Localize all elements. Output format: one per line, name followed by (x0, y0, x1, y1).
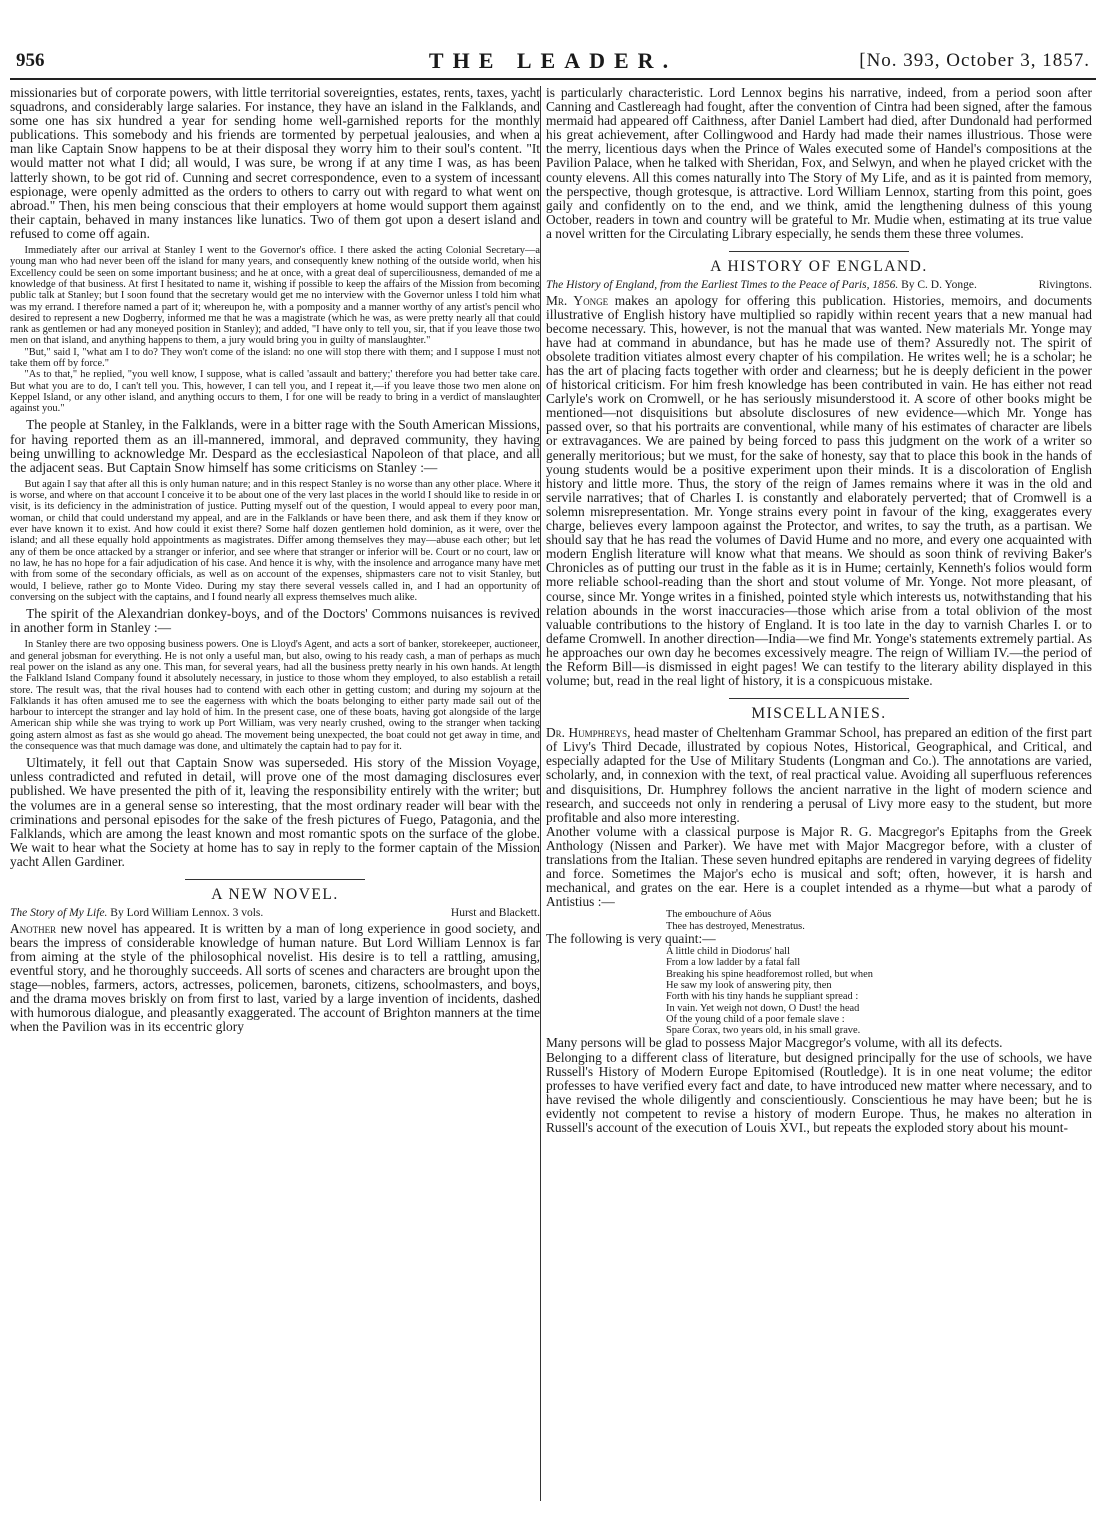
review-text: head master of Cheltenham Grammar School, has prepared an edition of the first part of Livy's Third Decade, illustrated by copious Notes, Historical, Geographical, and Critical, and especially adapted for the Use of Military Students (Longman and Co.). The annotations are varied, scholarly, and, in connexion with the text, of real practical value. Avoiding all superfluous references and disquisitions, Dr. Humphrey follows the ancient narrative in the light of modern science and research, and succeeds not only in rendering a perusal of Livy more easy to the student, but more profitable and also more interesting. (546, 725, 1092, 825)
verse-line: A little child in Diodorus' hall (666, 946, 790, 958)
verse-line: Of the young child of a poor female slave : (666, 1013, 845, 1025)
verse-line: Forth with his tiny hands he suppliant spread : (666, 991, 859, 1003)
section-divider (729, 698, 909, 699)
verse-line: He saw my look of answering pity, then (666, 979, 832, 991)
column-divider (540, 86, 541, 1501)
section-heading-miscellanies: MISCELLANIES. (751, 705, 887, 723)
issue-info: [No. 393, October 3, 1857. (859, 50, 1090, 71)
right-column (546, 86, 1092, 1501)
right-paragraph: is particularly characteristic. Lord Lennox begins his narrative, indeed, from a period soon after Canning and Castlereagh had fought, after the convention of Cintra had been signed, after the famous mermaid had appeared off Caithness, after Daniel Lambert had died, after Dundonald had performed his great achievement, after Collingwood and Hardy had made their names illustrious. Those were the merry, licentious days when the Prince of Wales executed some of Handel's compositions at the Pavilion Palace, when he talked with Sheridan, Fox, and Selwyn, and when he played cricket with the county elevens. All this comes naturally into The Story of My Life, and as it is painted from memory, the perspective, though grotesque, is attractive. Lord William Lennox, starting from this point, goes gaily and confidently on to the end, and we think, amid the lengthening dulness of this young October, readers in town and country will be grateful to Mr. Mudie when, estimating at its true value a novel written for the Circulating Library especially, he sends them these three volumes. (546, 86, 1092, 241)
review-lead-word: Dr. Humphreys, (546, 725, 631, 741)
quote-paragraph: "As to that," he replied, "you well know, I suppose, what is called 'assault and battery;' therefore you had better take care. But what you are to do, I can't tell you. This, however, I can tell you, and I repeat it,—if you leave those two men alone on Keppel Island, or any other island, and anything occurs to them, I for one will be ready to bring in a verdict of manslaughter against you." (10, 369, 540, 415)
verse-line: Thee has destroyed, Menestratus. (666, 920, 805, 932)
review-paragraph: Many persons will be glad to possess Major Macgregor's volume, with all its defects. (546, 1035, 1003, 1051)
quote-paragraph: "But," said I, "what am I to do? They won't come of the island: no one will stop there with them; and I suppose I must not take them off by force." (10, 346, 540, 369)
masthead-title: THE LEADER. (428, 48, 678, 73)
book-citation (10, 907, 540, 920)
section-heading-history: A HISTORY OF ENGLAND. (710, 258, 928, 276)
verse-line: Spare Corax, two years old, in his small grave. (666, 1025, 861, 1037)
left-paragraph: The people at Stanley, in the Falklands, were in a bitter rage with the South American Missions, for having reported them as an ill-mannered, immoral, and depraved community, they having being unwilling to acknowledge Mr. Despard as the ecclesiastical Napoleon of that place, and all the adjacent seas. But Captain Snow himself has some criticisms on Stanley :— (10, 417, 540, 475)
quote-paragraph: Immediately after our arrival at Stanley I went to the Governor's office. I there asked the acting Colonial Secretary—a young man who had never been off the island for many years, and consequently knew nothing of the outside world, when his Excellency could be seen on some important business; and he at once, with a great deal of superciliousness, demanded of me a knowledge of that business. At first I hesitated to name it, wishing if possible to keep the affairs of the Mission from becoming public talk at Stanley; but I soon found that the secretary would get me no interview with the Governor unless I told him what was my errand. I therefore named a part of it; whereupon he, with a pomposity and a manner worthy of any artist's pencil who desired to represent a new Dogberry, informed me that he was a magistrate (which he was, as were pretty nearly all that could rank as gentlemen or had any moneyed position in Stanley); and added, "I have only to tell you, sir, that if you leave those two men on that island, and anything happens to them, a jury would bring you in guilty of manslaughter." (10, 245, 540, 347)
review-paragraph: Another volume with a classical purpose is Major R. G. Macgregor's Epitaphs from the Greek Anthology (Nissen and Parker). We have met with Major Macgregor before, with a cluster of translations from the Italian. These seven hundred epitaphs are rendered in varying degrees of fidelity and force. Sometimes the Major's echo is musical and soft; often, however, it is harsh and mechanical, and grates on the ear. Here is a couplet intended as a rhyme—but what a parody of Antistius :— (546, 823, 1092, 910)
book-title: The History of England, from the Earliest Times to the Peace of Paris, 1856. (546, 279, 899, 292)
left-paragraph: The spirit of the Alexandrian donkey-boys, and of the Doctors' Commons nuisances is revived in another form in Stanley :— (10, 606, 540, 636)
verse-line: In vain. Yet weigh not down, O Dust! the head (666, 1002, 860, 1014)
page-number: 956 (16, 50, 45, 71)
review-text: new novel has appeared. It is written by a man of long experience in good society, and bears the impress of considerable knowledge of human nature. But Lord William Lennox is far from aiming at the style of the philosophical novelist. His desire is to tell a rattling, amusing, eventful story, and he thoroughly succeeds. All sorts of scenes and characters are brought upon the stage—nobles, farmers, actors, actresses, policemen, baronets, citizens, schoolmasters, and boys, and the drama moves briskly on from first to last, varied by a large invention of incidents, dashed with humorous dialogue, and pleasantly exaggerated. The account of Brighton manners at the time when the Pavilion was in its eccentric glory (10, 920, 540, 1035)
review-text: makes an apology for offering this publication. Histories, memoirs, and documents illustrative of English history have multiplied so rapidly within recent years that a new manual had become necessary. This, however, is not the manual that was wanted. New materials Mr. Yonge may have had at command in abundance, but has he made use of them? Assuredly not. The spirit of obsolete tradition vitiates almost every chapter of his compilation. He writes well; he is a scholar; he has the art of placing facts together with order and clearness; but he is deeply deficient in the power of historical criticism. For him fresh knowledge has been contributed in vain. He has either not read Carlyle's work on Cromwell, or he has seriously misunderstood it. A score of other books might be mentioned—not disquisitions but absolute disclosures of new evidence—which Mr. Yonge has passed over, so that his portraits are conventional, while many of his estimates of character are libels or extravagances. We are pained by being forced to pass this judgment on the work of a writer so generally meritorious; but we must, for the sake of honesty, say that to place this book in the hands of young students would be a positive experiment upon their minds. It is a discoloration of English history and little more. Thus, the story of the reign of James remains where it was in the old and servile narratives; that of Charles I. is constantly and elaborately perverted; that of Cromwell is a solemn misrepresentation. Mr. Yonge strains every point in favour of the king, exaggerates every charge, believes every lampoon against the Protector, and writes, to say the truth, as a partisan. We should say that he has read the volumes of David Hume and no more, and every one acquainted with modern English literature will know what that means. We should as soon think of reviving Baker's Chronicles as of putting our trust in the fable as it is in Hume; certainly, Kenneth's folios would form more reliable school-reading than the short and stout volume of Mr. Yonge. Not more pleasant, of course, since Mr. Yonge writes in a finished, pointed style which interests us, notwithstanding that his relation abounds in the worst inaccuracies—those which arise from a total oblivion of the most valuable contributions to the history of England. It is too late in the day to varnish Charles I. or to defame Cromwell. In another direction—India—we find Mr. Yonge's statements extremely partial. As he approaches our own day he becomes excessively meagre. The reign of William IV.—the period of the Reform Bill—is dismissed in eight pages! We can testify to the literary ability displayed in this volume; but, read in the real light of history, it is a conspicuous mistake. (546, 292, 1092, 689)
review-paragraph: The following is very quaint:— (546, 930, 716, 946)
quote-paragraph: But again I say that after all this is only human nature; and in this respect Stanley is no worse than any other place. Where it is worse, and where on that account I conceive it to be about one of the very last places in the world I should like to reside in or visit, is its deficiency in the administration of justice. Putting myself out of the question, I would appeal to every poor man, woman, or child that could understand my appeal, and are in the Falklands or have been there, and ask them if they know or ever have known it to exist. And how could it exist there? Some half dozen gentlemen hold dominion, as it were, over the island; and all these equally hold appointments as magistrates. Differ among themselves they may—abuse each other; but let any of them be once attacked by a stranger or inferior, and see where that stranger or inferior will be. Court or no court, law or no law, he has no hope for a fair adjudication of his case. And hence it is why, with the insolence and arrogance many have met with from some of the secondary officials, as well as on account of the expenses, shipmasters care not to visit Stanley, but would, I believe, rather go to Monte Video. During my stay there several vessels called in, and I had an opportunity of conversing on the subject with the captains, and I found nearly all express themselves much alike. (10, 478, 540, 603)
book-publisher: Rivingtons. (1038, 279, 1092, 292)
review-lead-word: Another (10, 920, 57, 936)
review-lead-word: Mr. Yonge (546, 292, 609, 308)
quote-block (10, 245, 540, 414)
review-paragraph (10, 922, 540, 1035)
book-publisher: Hurst and Blackett. (450, 907, 540, 920)
review-paragraph: Belonging to a different class of literature, but designed principally for the use of schools, we have Russell's History of Modern Europe Epitomised (Routledge). It is in one neat volume; the editor professes to have verified every fact and date, to have introduced new matter where necessary, and to have revised the whole diligently and conscientiously. Conscientious he may have been; but he is evidently not competent to revise a history of modern Europe. Thus, he makes no alteration in Russell's account of the execution of Louis XVI., but repeats the exploded story about his mount- (546, 1049, 1092, 1135)
section-divider (185, 879, 365, 880)
verse-block (666, 909, 1092, 932)
quote-paragraph: In Stanley there are two opposing business powers. One is Lloyd's Agent, and acts a sort of banker, storekeeper, auctioneer, and general jobsman for everything. He is not only a useful man, but also, owing to his ready cash, a man of perhaps as much real power on the island as any one. This man, for several years, had all the business pretty nearly in his own hands. At length the Falkland Island Company found it absolutely necessary, in justice to those whom they employed, to also establish a retail store. The result was, that the rival houses had to contend with each other in getting custom; and during my sojourn at the Falklands it has often amused me to see the eagerness with which the boats belonging to either party made sail out of the harbour to intercept the stranger and lay hold of him. In the present case, one of these boats, having got alongside of the large American ship while she was trying to work up Port William, was very nearly crushed, owing to the stranger when tacking going astern almost as fast as she would go ahead. The movement being unexpected, the boat could not get away in time, and the consequence was that much damage was done, and ultimately the captain had to pay for it. (10, 639, 540, 752)
book-author: By C. D. Yonge. (901, 279, 977, 292)
review-paragraph (546, 294, 1092, 689)
left-paragraph: Ultimately, it fell out that Captain Snow was superseded. His story of the Mission Voyage, unless contradicted and refuted in detail, will prove one of the most damaging disclosures ever published. We have presented the pith of it, leaving the responsibility entirely with the writer; but the volumes are in a general sense so interesting, that the most ordinary reader will bear with the criminations and personal episodes for the sake of the fresh pictures of Fuego, Patagonia, and the Falklands, which are among the least known and most romantic spots on the surface of the globe. We wait to hear what the Society at home has to say in reply to the former captain of the Mission yacht Allen Gardiner. (10, 755, 540, 869)
book-title: The Story of My Life. (10, 907, 108, 920)
verse-line: Breaking his spine headforemost rolled, but when (666, 968, 873, 980)
verse-line: From a low ladder by a fatal fall (666, 957, 801, 969)
review-paragraph (546, 726, 1092, 825)
page-header (10, 46, 1096, 80)
book-citation (546, 279, 1092, 292)
left-column (10, 86, 540, 1501)
verse-block (666, 946, 1092, 1036)
book-author: By Lord William Lennox. 3 vols. (110, 907, 264, 920)
section-divider (729, 251, 909, 252)
section-heading-new-novel: A NEW NOVEL. (211, 886, 339, 904)
left-paragraph: missionaries but of corporate powers, with little territorial sovereignties, estates, rents, taxes, yacht squadrons, and considerably large salaries. For instance, they have an island in the Falklands, and some one has six hundred a year for sending home well-garnished reports for the monthly publications. This somebody and his friends are tormented by perpetual jealousies, and when a man like Captain Snow happens to be at their disposal they worry him to their soul's content. "It would matter not what I did; all would, I was sure, be wrong if at any time I was, as has been latterly shown, to be got rid of. Cunning and secret correspondence, even to a system of incessant espionage, were openly admitted as the orders to others to carry out with regard to what went on abroad." Then, his men being conscious that their employers at home would support them against their captain, behaved in many instances like lunatics. Two of them got upon a desert island and refused to come off again. (10, 86, 540, 241)
verse-line: The embouchure of Aöus (666, 909, 772, 921)
